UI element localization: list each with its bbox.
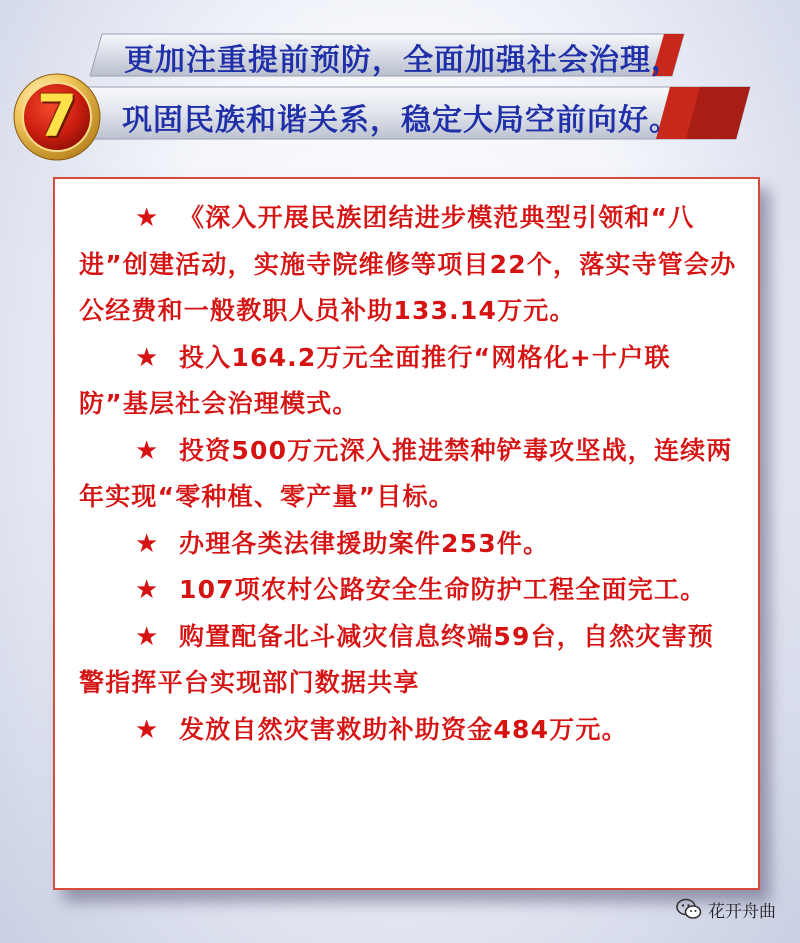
- wechat-icon: [676, 898, 702, 920]
- title-banner-bottom: [60, 84, 760, 142]
- star-icon: ★: [135, 435, 160, 466]
- item-text: 投入164.2万元全面推行“网格化+十户联防”基层社会治理模式。: [79, 342, 671, 418]
- title-banner-top: [88, 30, 688, 78]
- watermark: [676, 897, 776, 921]
- star-icon: ★: [135, 714, 160, 745]
- section-number: 7: [36, 82, 78, 150]
- item-list: [79, 195, 739, 753]
- star-icon: ★: [135, 203, 160, 233]
- item-text: 发放自然灾害救助补助资金484万元。: [179, 714, 628, 744]
- list-item: [79, 614, 739, 707]
- list-item: [79, 335, 739, 428]
- item-text: 办理各类法律援助案件253件。: [179, 528, 550, 558]
- star-icon: ★: [135, 528, 160, 559]
- title-line-2: 巩固民族和谐关系，稳定大局空前向好。: [122, 103, 680, 138]
- star-icon: ★: [135, 575, 160, 605]
- list-item: [79, 567, 739, 614]
- item-text: 投资500万元深入推进禁种铲毒攻坚战，连续两年实现“零种植、零产量”目标。: [79, 435, 733, 511]
- item-text: 《深入开展民族团结进步模范典型引领和“八进”创建活动，实施寺院维修等项目22个，落实寺管会办公经费和一般教职人员补助133.14万元。: [79, 203, 737, 325]
- list-item: [79, 428, 739, 521]
- list-item: [79, 195, 739, 335]
- list-item: [79, 707, 739, 754]
- list-item: [79, 521, 739, 568]
- watermark-text: 花开舟曲: [708, 901, 776, 922]
- item-text: 107项农村公路安全生命防护工程全面完工。: [179, 575, 707, 604]
- star-icon: ★: [135, 621, 160, 652]
- star-icon: ★: [135, 342, 160, 373]
- item-text: 购置配备北斗减灾信息终端59台，自然灾害预警指挥平台实现部门数据共享: [79, 621, 714, 697]
- header: [0, 0, 800, 170]
- title-line-1: 更加注重提前预防，全面加强社会治理，: [124, 43, 682, 78]
- section-number-badge: [12, 72, 102, 162]
- content-panel: [53, 177, 760, 890]
